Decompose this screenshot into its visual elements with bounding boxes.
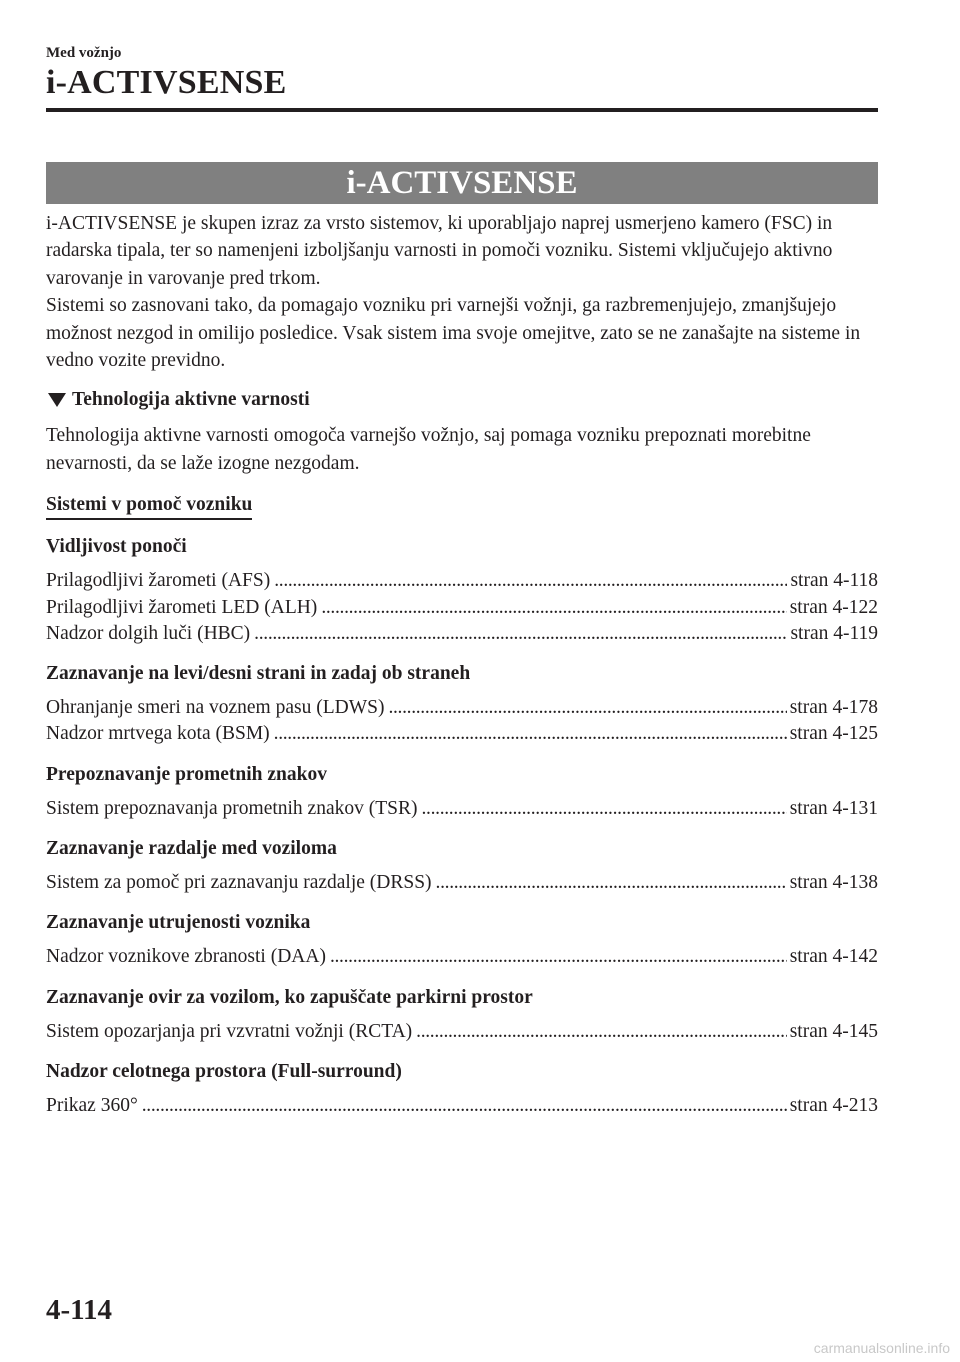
toc-entry[interactable] (46, 595, 878, 621)
entry-label: Sistem prepoznavanja prometnih znakov (TSR) (46, 797, 418, 819)
subsection-heading-text: Tehnologija aktivne varnosti (72, 389, 310, 411)
system-group (46, 1060, 878, 1119)
entry-page: stran 4-131 (789, 797, 878, 819)
toc-entry[interactable] (46, 695, 878, 721)
entry-label: Prikaz 360° (46, 1094, 138, 1116)
subsection-paragraph: Tehnologija aktivne varnosti omogoča varnejšo vožnjo, saj pomaga vozniku prepoznati morebitne nevarnosti, da se laže izogne nezgodam. (46, 425, 811, 474)
intro-paragraph: Sistemi so zasnovani tako, da pomagajo vozniku pri varnejši vožnji, ga razbremenjujejo, zmanjšujejo možnost nezgod in omilijo posledice. Vsak sistem ima svoje omejitve, zato se ne zanašajte na sisteme in vedno vozite previdno. (46, 295, 861, 372)
entry-page: stran 4-145 (789, 1020, 878, 1042)
toc-entry[interactable] (46, 870, 878, 896)
toc-entry[interactable] (46, 621, 878, 647)
section-name: Med vožnjo (46, 45, 122, 61)
toc-entry[interactable] (46, 944, 878, 970)
system-group (46, 837, 878, 896)
triangle-bullet-icon (48, 393, 66, 407)
entry-page: stran 4-119 (790, 622, 878, 644)
page-title: i-ACTIVSENSE (46, 162, 878, 204)
list-heading: Sistemi v pomoč vozniku (46, 493, 252, 520)
group-heading: Nadzor celotnega prostora (Full-surround) (46, 1060, 402, 1082)
leader-dots (274, 721, 787, 747)
entry-label: Ohranjanje smeri na voznem pasu (LDWS) (46, 697, 385, 719)
entry-label: Prilagodljivi žarometi (AFS) (46, 570, 271, 592)
system-group (46, 986, 878, 1045)
group-heading: Zaznavanje utrujenosti voznika (46, 912, 311, 934)
leader-dots (388, 695, 786, 721)
page-number: 4-114 (46, 1294, 113, 1326)
entry-label: Nadzor dolgih luči (HBC) (46, 622, 251, 644)
entry-label: Sistem za pomoč pri zaznavanju razdalje (DRSS) (46, 872, 432, 894)
subsection-text (46, 422, 878, 477)
leader-dots (436, 870, 787, 896)
entry-label: Nadzor voznikove zbranosti (DAA) (46, 946, 326, 968)
toc-entry[interactable] (46, 1019, 878, 1045)
entry-page: stran 4-213 (789, 1094, 878, 1116)
entry-page: stran 4-138 (789, 872, 878, 894)
group-heading: Prepoznavanje prometnih znakov (46, 763, 327, 785)
subsection-heading (46, 386, 878, 414)
entry-page: stran 4-118 (790, 570, 878, 592)
system-group (46, 763, 878, 822)
leader-dots (254, 621, 787, 647)
leader-dots (142, 1093, 787, 1119)
leader-dots (422, 796, 787, 822)
toc-entry[interactable] (46, 796, 878, 822)
intro-paragraph: i-ACTIVSENSE je skupen izraz za vrsto sistemov, ki uporabljajo naprej usmerjeno kamero (FSC) in radarska tipala, ter so namenjeni izboljšanju varnosti in pomoči vozniku. Sistemi vključujejo aktivno varovanje in varovanje pred trkom. (46, 213, 833, 289)
system-group (46, 535, 878, 647)
system-groups (46, 535, 878, 1119)
group-heading: Vidljivost ponoči (46, 536, 187, 558)
entry-label: Nadzor mrtvega kota (BSM) (46, 723, 270, 745)
entry-page: stran 4-125 (789, 723, 878, 745)
group-heading: Zaznavanje ovir za vozilom, ko zapuščate parkirni prostor (46, 986, 533, 1008)
leader-dots (274, 568, 787, 594)
leader-dots (321, 595, 786, 621)
watermark: carmanualsonline.info (813, 1340, 950, 1356)
entry-page: stran 4-142 (789, 946, 878, 968)
toc-entry[interactable] (46, 568, 878, 594)
entry-page: stran 4-122 (789, 596, 878, 618)
chapter-title: i-ACTIVSENSE (46, 64, 287, 101)
group-heading: Zaznavanje na levi/desni strani in zadaj ob straneh (46, 663, 471, 685)
toc-entry[interactable] (46, 1093, 878, 1119)
intro-text (46, 210, 878, 374)
header-divider (46, 108, 878, 112)
system-group (46, 911, 878, 970)
entry-page: stran 4-178 (789, 697, 878, 719)
entry-label: Sistem opozarjanja pri vzvratni vožnji (RCTA) (46, 1020, 413, 1042)
running-header (46, 44, 878, 102)
leader-dots (416, 1019, 787, 1045)
page-content (46, 210, 878, 1119)
system-group (46, 662, 878, 748)
entry-label: Prilagodljivi žarometi LED (ALH) (46, 596, 318, 618)
group-heading: Zaznavanje razdalje med voziloma (46, 838, 337, 860)
leader-dots (330, 944, 787, 970)
toc-entry[interactable] (46, 721, 878, 747)
